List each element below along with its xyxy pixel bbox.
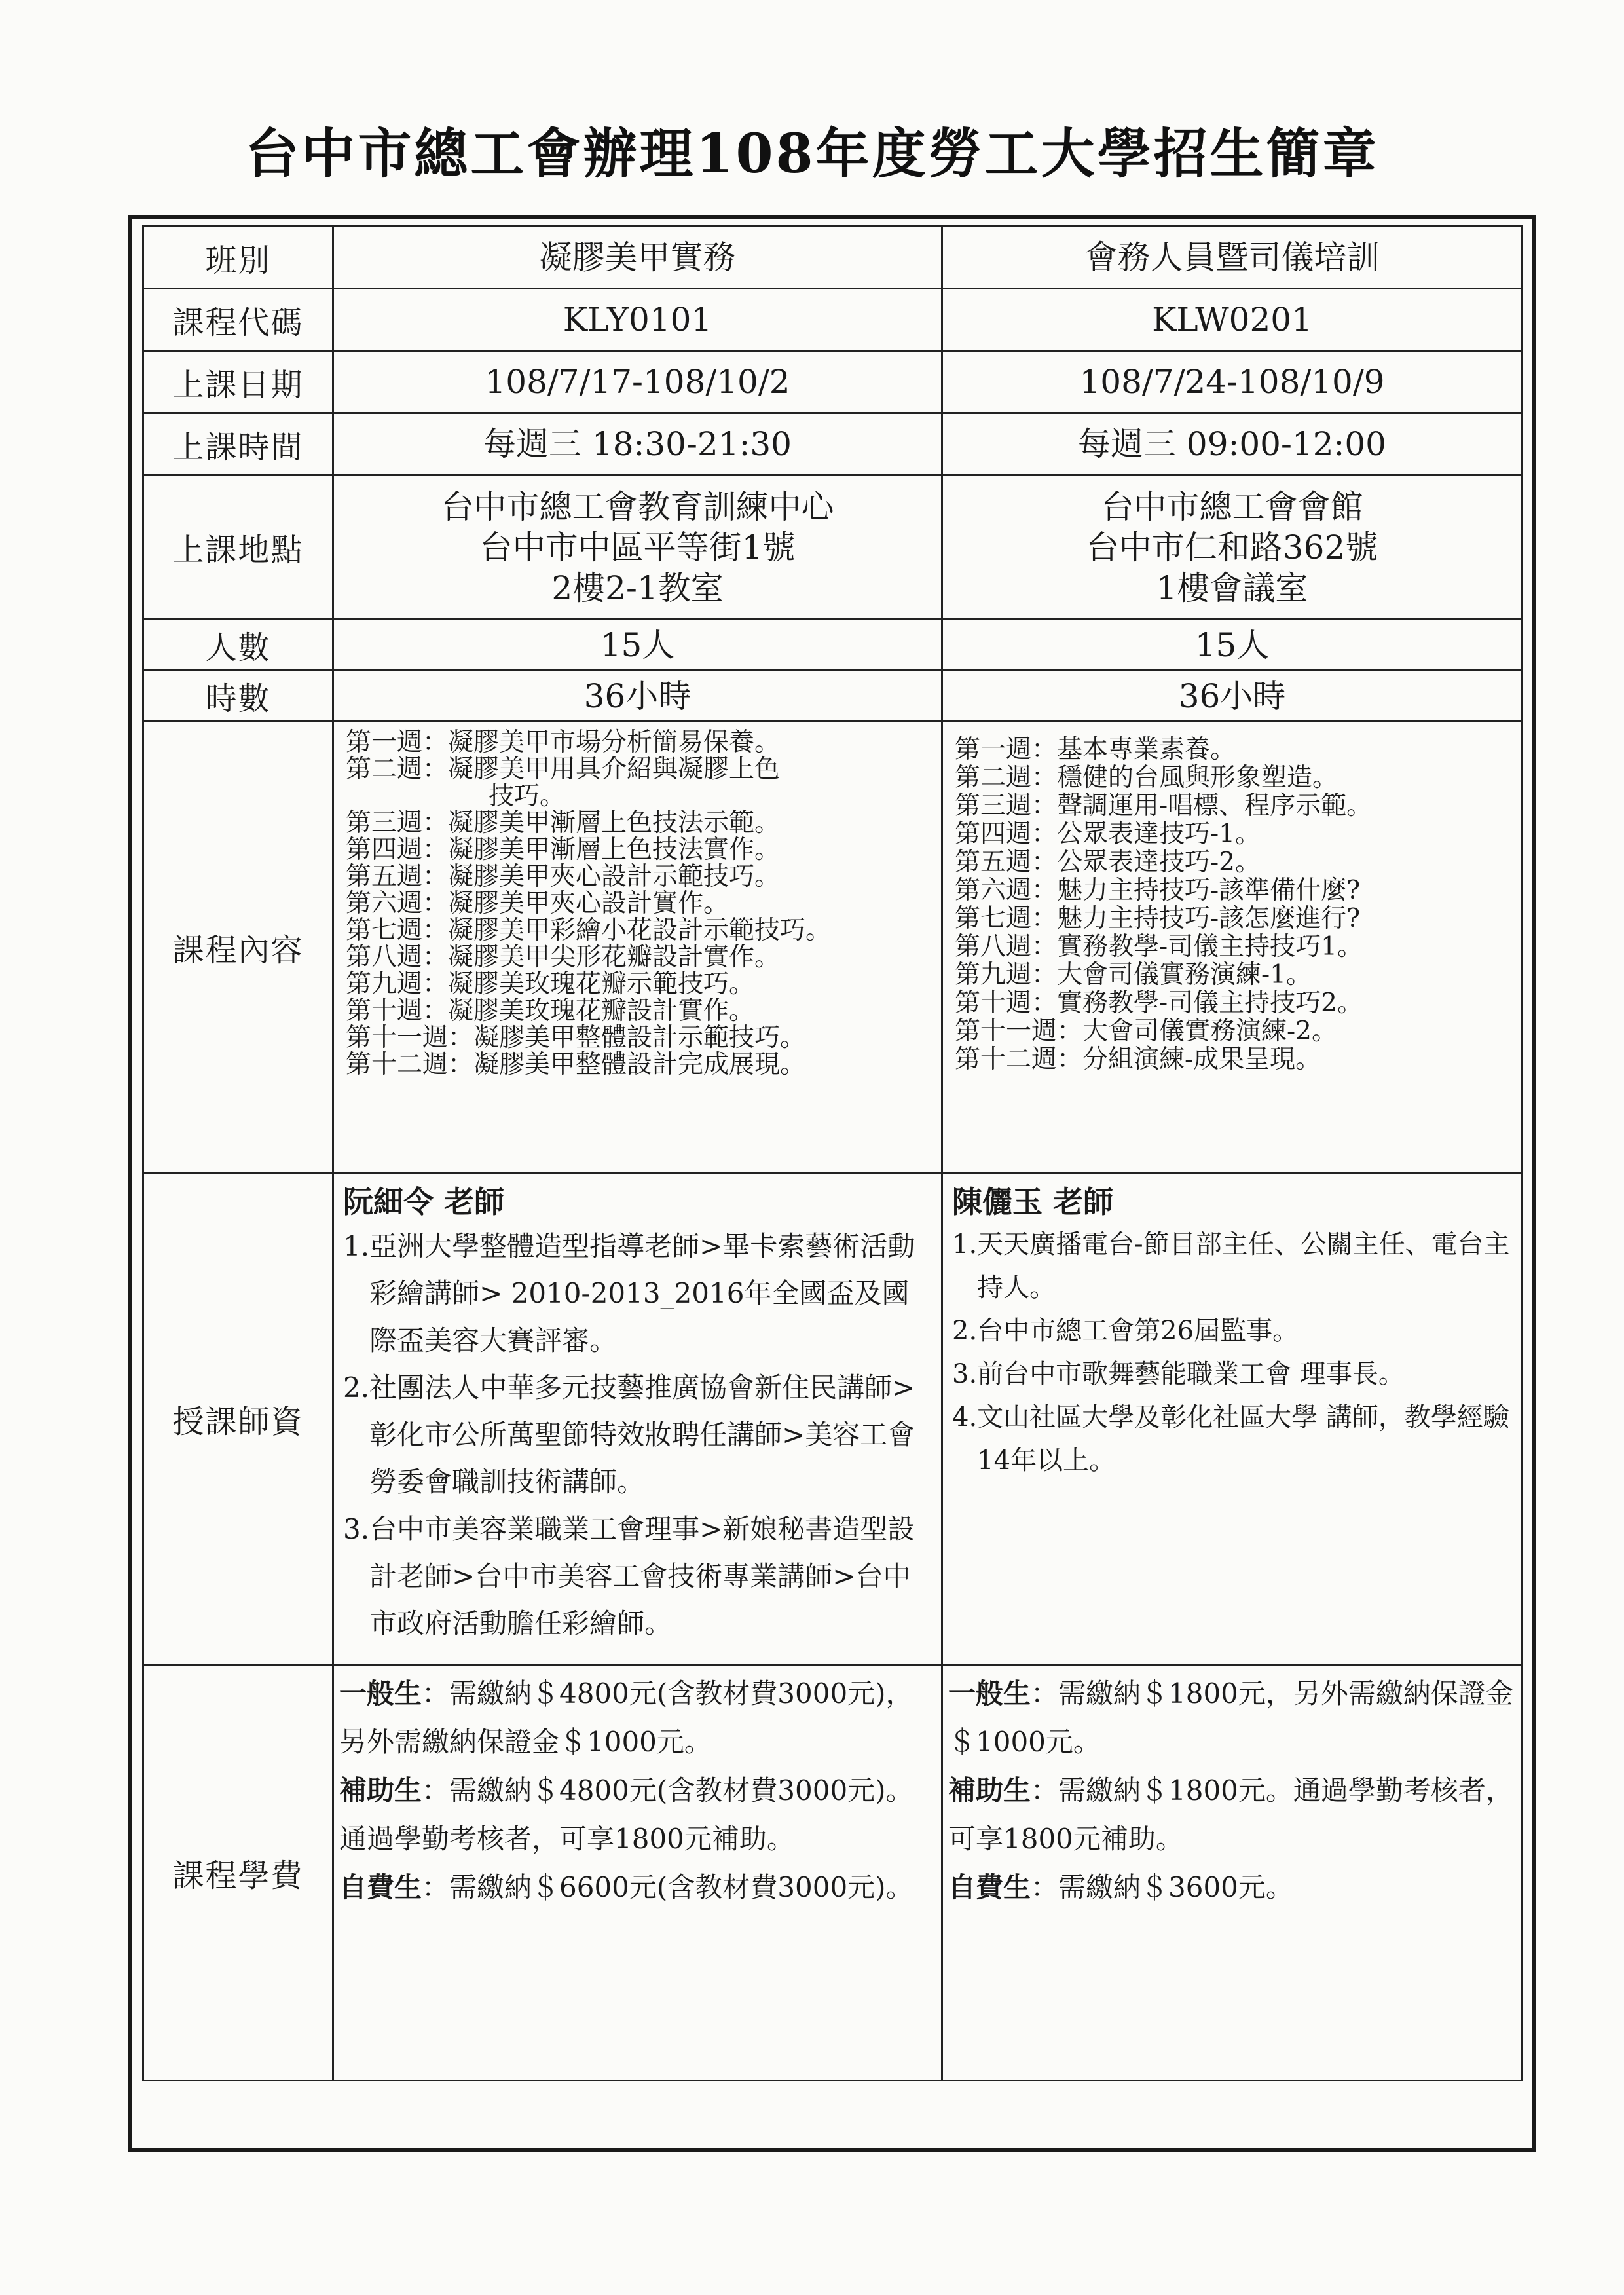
week-item: 第九週：大會司儀實務演練-1。 bbox=[955, 960, 1312, 990]
course2-dates: 108/7/24-108/10/9 bbox=[942, 351, 1522, 413]
document-title: 台中市總工會辦理108年度勞工大學招生簡章 bbox=[245, 122, 1379, 185]
course1-location-line: 台中市中區平等街1號 bbox=[479, 528, 796, 567]
fee-type: 自費生 bbox=[339, 1871, 422, 1903]
course2-location-line: 1樓會議室 bbox=[1156, 569, 1308, 607]
course-table bbox=[142, 225, 1523, 2081]
credential-number: 1. bbox=[343, 1230, 370, 1262]
course2-location-line: 台中市仁和路362號 bbox=[1086, 528, 1378, 567]
credential-text: 台中市美容業職業工會理事>新娘秘書造型設計老師>台中市美容工會技術專業講師>台中市政府活動膽任彩繪師。 bbox=[369, 1513, 915, 1639]
label-code: 課程代碼 bbox=[143, 289, 333, 351]
credential-text: 社團法人中華多元技藝推廣協會新住民講師>彰化市公所萬聖節特效妝聘任講師>美容工會勞委會職訓技術講師。 bbox=[369, 1371, 915, 1498]
course1-count: 15人 bbox=[333, 620, 942, 671]
week-item: 第七週：魅力主持技巧-該怎麼進行? bbox=[955, 904, 1361, 933]
week-item: 第八週：凝膠美甲尖形花瓣設計實作。 bbox=[346, 942, 781, 972]
row-location bbox=[143, 476, 1522, 620]
course1-hours: 36小時 bbox=[333, 671, 942, 722]
teacher-credential bbox=[952, 1396, 1515, 1482]
fee-text: ：需繳納＄4800元(含教材費3000元)，另外需繳納保證金＄1000元。 bbox=[339, 1677, 913, 1758]
course2-time: 每週三 09:00-12:00 bbox=[942, 413, 1522, 476]
row-time bbox=[143, 413, 1522, 476]
course1-time: 每週三 18:30-21:30 bbox=[333, 413, 942, 476]
week-item-continued: 技巧。 bbox=[489, 781, 566, 811]
course-table-frame bbox=[128, 215, 1536, 2152]
label-dates: 上課日期 bbox=[143, 351, 333, 413]
teacher-credential bbox=[952, 1309, 1515, 1353]
label-teacher: 授課師資 bbox=[143, 1174, 333, 1665]
teacher-credential bbox=[343, 1223, 934, 1364]
week-item: 第七週：凝膠美甲彩繪小花設計示範技巧。 bbox=[346, 916, 832, 945]
row-teacher bbox=[143, 1174, 1522, 1665]
credential-number: 1. bbox=[952, 1229, 978, 1259]
credential-text: 文山社區大學及彰化社區大學 講師，教學經驗14年以上。 bbox=[977, 1402, 1509, 1476]
label-time: 上課時間 bbox=[143, 413, 333, 476]
week-item: 第一週：基本專業素養。 bbox=[955, 735, 1236, 764]
label-hours: 時數 bbox=[143, 671, 333, 722]
course1-location-line: 2樓2-1教室 bbox=[551, 569, 724, 607]
label-location: 上課地點 bbox=[143, 476, 333, 620]
row-code bbox=[143, 289, 1522, 351]
course2-hours: 36小時 bbox=[942, 671, 1522, 722]
course2-location-line: 台中市總工會會館 bbox=[1101, 487, 1363, 526]
fee-text: ：需繳納＄3600元。 bbox=[1031, 1871, 1293, 1903]
credential-text: 亞洲大學整體造型指導老師>畢卡索藝術活動彩繪講師> 2010-2013_2016年全國盃及國際盃美容大賽評審。 bbox=[369, 1230, 915, 1356]
row-fee bbox=[143, 1665, 1522, 2081]
course1-class: 凝膠美甲實務 bbox=[333, 227, 942, 289]
week-item: 第八週：實務教學-司儀主持技巧1。 bbox=[955, 932, 1363, 961]
credential-text: 台中市總工會第26屆監事。 bbox=[977, 1316, 1299, 1346]
fee-item bbox=[948, 1766, 1517, 1863]
teacher-credential bbox=[343, 1506, 934, 1647]
course1-teacher bbox=[333, 1174, 942, 1665]
week-item: 第三週：聲調運用-唱標、程序示範。 bbox=[955, 791, 1373, 821]
week-item: 第十一週：大會司儀實務演練-2。 bbox=[955, 1017, 1337, 1046]
fee-type: 一般生 bbox=[948, 1677, 1031, 1709]
credential-number: 2. bbox=[952, 1316, 978, 1346]
row-count bbox=[143, 620, 1522, 671]
fee-item bbox=[339, 1863, 937, 1912]
course2-count: 15人 bbox=[942, 620, 1522, 671]
label-class: 班別 bbox=[143, 227, 333, 289]
course2-content bbox=[942, 722, 1522, 1174]
credential-number: 2. bbox=[343, 1371, 370, 1404]
week-item: 第六週：凝膠美甲夾心設計實作。 bbox=[346, 889, 729, 918]
fee-type: 一般生 bbox=[339, 1677, 422, 1709]
teacher-name: 阮細令 老師 bbox=[343, 1184, 505, 1220]
teacher-credential bbox=[952, 1353, 1515, 1396]
fee-item bbox=[339, 1670, 937, 1766]
credential-number: 3. bbox=[343, 1513, 370, 1545]
row-hours bbox=[143, 671, 1522, 722]
course2-location bbox=[942, 476, 1522, 620]
course2-fee bbox=[942, 1665, 1522, 2081]
course1-location-line: 台中市總工會教育訓練中心 bbox=[441, 487, 834, 526]
week-item: 第六週：魅力主持技巧-該準備什麼? bbox=[955, 876, 1361, 905]
week-item: 第九週：凝膠美玫瑰花瓣示範技巧。 bbox=[346, 969, 755, 999]
fee-type: 自費生 bbox=[948, 1871, 1031, 1903]
week-item: 第十一週：凝膠美甲整體設計示範技巧。 bbox=[346, 1023, 806, 1053]
fee-type: 補助生 bbox=[339, 1774, 422, 1806]
credential-number: 3. bbox=[952, 1359, 978, 1389]
course2-teacher bbox=[942, 1174, 1522, 1665]
course1-fee bbox=[333, 1665, 942, 2081]
fee-text: ：需繳納＄1800元，另外需繳納保證金＄1000元。 bbox=[948, 1677, 1513, 1758]
label-count: 人數 bbox=[143, 620, 333, 671]
week-item: 第四週：公眾表達技巧-1。 bbox=[955, 819, 1261, 849]
fee-text: ：需繳納＄6600元(含教材費3000元)。 bbox=[422, 1871, 913, 1903]
label-fee: 課程學費 bbox=[143, 1665, 333, 2081]
fee-item bbox=[948, 1863, 1517, 1912]
credential-text: 天天廣播電台-節目部主任、公關主任、電台主持人。 bbox=[977, 1229, 1510, 1303]
week-item: 第十二週：分組演練-成果呈現。 bbox=[955, 1045, 1321, 1074]
credential-text: 前台中市歌舞藝能職業工會 理事長。 bbox=[977, 1359, 1405, 1389]
fee-item bbox=[948, 1670, 1517, 1766]
week-item: 第二週：穩健的台風與形象塑造。 bbox=[955, 763, 1338, 793]
course1-code: KLY0101 bbox=[333, 289, 942, 351]
week-item: 第十週：實務教學-司儀主持技巧2。 bbox=[955, 988, 1363, 1018]
week-item: 第十二週：凝膠美甲整體設計完成展現。 bbox=[346, 1050, 806, 1079]
week-item: 第十週：凝膠美玫瑰花瓣設計實作。 bbox=[346, 996, 755, 1026]
week-item: 第一週：凝膠美甲市場分析簡易保養。 bbox=[346, 728, 781, 757]
row-class bbox=[143, 227, 1522, 289]
course2-code: KLW0201 bbox=[942, 289, 1522, 351]
label-content: 課程內容 bbox=[143, 722, 333, 1174]
fee-text: ：需繳納＄1800元。通過學勤考核者，可享1800元補助。 bbox=[948, 1774, 1513, 1855]
row-content bbox=[143, 722, 1522, 1174]
credential-number: 4. bbox=[952, 1402, 978, 1432]
week-item: 第五週：公眾表達技巧-2。 bbox=[955, 848, 1261, 877]
teacher-credential bbox=[343, 1364, 934, 1506]
course1-location bbox=[333, 476, 942, 620]
course1-dates: 108/7/17-108/10/2 bbox=[333, 351, 942, 413]
fee-text: ：需繳納＄4800元(含教材費3000元)。通過學勤考核者，可享1800元補助。 bbox=[339, 1774, 913, 1855]
week-item: 第二週：凝膠美甲用具介紹與凝膠上色 bbox=[346, 755, 781, 784]
fee-item bbox=[339, 1766, 937, 1863]
week-item: 第三週：凝膠美甲漸層上色技法示範。 bbox=[346, 808, 781, 838]
teacher-credential bbox=[952, 1223, 1515, 1309]
week-item: 第四週：凝膠美甲漸層上色技法實作。 bbox=[346, 835, 781, 865]
course1-content bbox=[333, 722, 942, 1174]
teacher-name: 陳儷玉 老師 bbox=[952, 1184, 1114, 1220]
week-item: 第五週：凝膠美甲夾心設計示範技巧。 bbox=[346, 862, 781, 891]
row-dates bbox=[143, 351, 1522, 413]
course2-class: 會務人員暨司儀培訓 bbox=[942, 227, 1522, 289]
fee-type: 補助生 bbox=[948, 1774, 1031, 1806]
